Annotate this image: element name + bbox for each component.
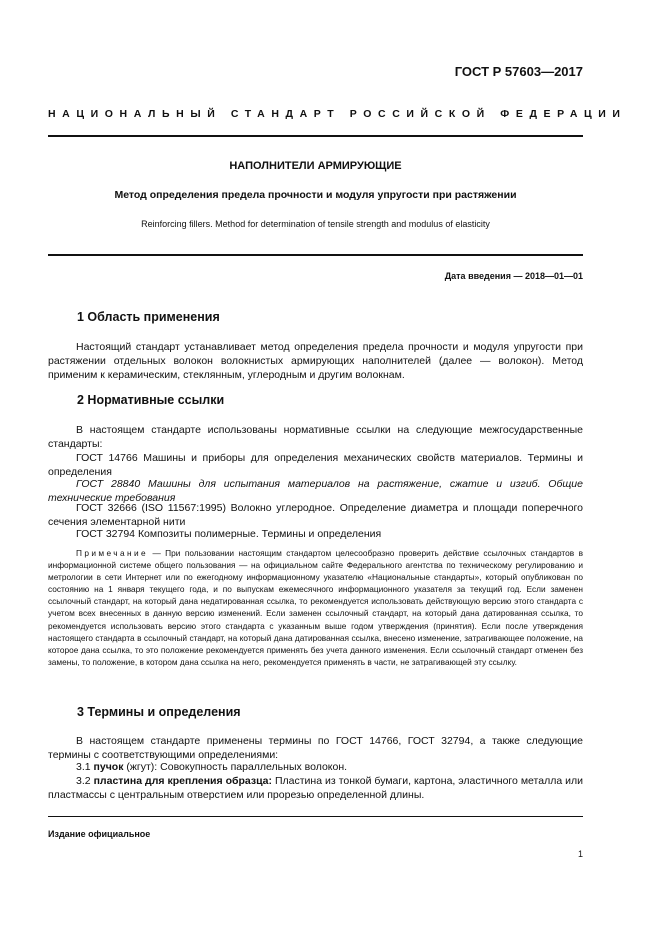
note-text: — При пользовании настоящим стандартом целесообразно проверить действие ссылочных стандартов в информационной системе общего пользования — на официальном сайте Федерального агентства по техническому регулированию и метрологии в сети Интернет или по ежегодному информационному указателю «Национальные стандарты», который опубликован по состоянию на 1 января текущего года, и по выпускам ежемесячного информационного указателя за текущий год. Если заменен ссылочный стандарт, на который дана недатированная ссылка, то рекомендуется использовать действующую версию этого стандарта с учетом всех внесенных в данную версию изменений. Если заменен ссылочный стандарт, на который дана датированная ссылка, то рекомендуется использовать версию этого стандарта с указанным выше годом утверждения (принятия). Если после утверждения настоящего стандарта в ссылочный стандарт, на который дана датированная ссылка, внесено изменение, затрагивающее положение, на которое дана ссылка, то это положение рекомендуется применять без учета данного изменения. Если ссылочный стандарт отменен без замены, то положение, в котором дана ссылка на него, рекомендуется применять в части, не затрагивающей эту ссылку. [48,548,583,667]
term-name: пучок [93,761,124,773]
title-bottom-rule [48,254,583,256]
term-definition: (жгут): Совокупность параллельных волокон. [123,761,348,773]
reference-text: ГОСТ 14766 Машины и приборы для определения механических свойств материалов. Термины и определения [48,452,583,478]
gost-number: ГОСТ Р 57603—2017 [454,64,583,79]
section-1-body: Настоящий стандарт устанавливает метод определения предела прочности и модуля упругости при растяжении отдельных волокон волокнистых армирующих наполнителей (далее — волокон). Метод применим к керамическим, стеклянным, углеродным и другим волокнам. [48,341,583,381]
reference-gost-14766 [48,451,583,479]
section-1-heading: 1 Область применения [77,310,220,324]
official-edition-label: Издание официальное [48,829,151,839]
introduction-date: Дата введения — 2018—01—01 [444,271,583,281]
section-2-heading: 2 Нормативные ссылки [77,393,225,407]
english-title: Reinforcing fillers. Method for determination of tensile strength and modulus of elasticity [141,219,490,229]
section-3-heading: 3 Термины и определения [77,705,241,719]
term-number: 3.1 [76,761,91,773]
term-3-2 [48,774,583,802]
references-note [48,547,583,668]
footer-rule [48,816,583,817]
reference-text: ГОСТ 28840 Машины для испытания материалов на растяжение, сжатие и изгиб. Общие технические требования [48,478,583,504]
reference-text: ГОСТ 32666 (ISO 11567:1995) Волокно углеродное. Определение диаметра и площади поперечного сечения элементарной нити [48,502,583,528]
document-subtitle: Метод определения предела прочности и модуля упругости при растяжении [114,189,517,201]
term-name: пластина для крепления образца: [93,775,273,787]
national-standard-banner: НАЦИОНАЛЬНЫЙ СТАНДАРТ РОССИЙСКОЙ ФЕДЕРАЦИИ [48,108,627,120]
page-number: 1 [577,849,583,859]
reference-text: ГОСТ 32794 Композиты полимерные. Термины и определения [76,528,382,540]
reference-gost-32794 [48,527,583,541]
top-rule [48,135,583,137]
section-2-intro [48,423,583,451]
section-2-intro-text: В настоящем стандарте использованы нормативные ссылки на следующие межгосударственные стандарты: [48,424,583,450]
term-number: 3.2 [76,775,91,787]
term-definition: Пластина из тонкой бумаги, картона, эластичного металла или пластмассы с центральным отверстием или прорезью определенной длины. [48,775,584,801]
section-3-intro-text: В настоящем стандарте применены термины по ГОСТ 14766, ГОСТ 32794, а также следующие термины с соответствующими определениями: [48,735,583,761]
reference-gost-32666 [48,501,583,529]
note-label: Примечание [76,548,149,558]
section-3-intro [48,734,583,762]
document-title: НАПОЛНИТЕЛИ АРМИРУЮЩИЕ [229,160,402,172]
term-3-1 [48,760,583,774]
section-1-text [48,340,583,382]
